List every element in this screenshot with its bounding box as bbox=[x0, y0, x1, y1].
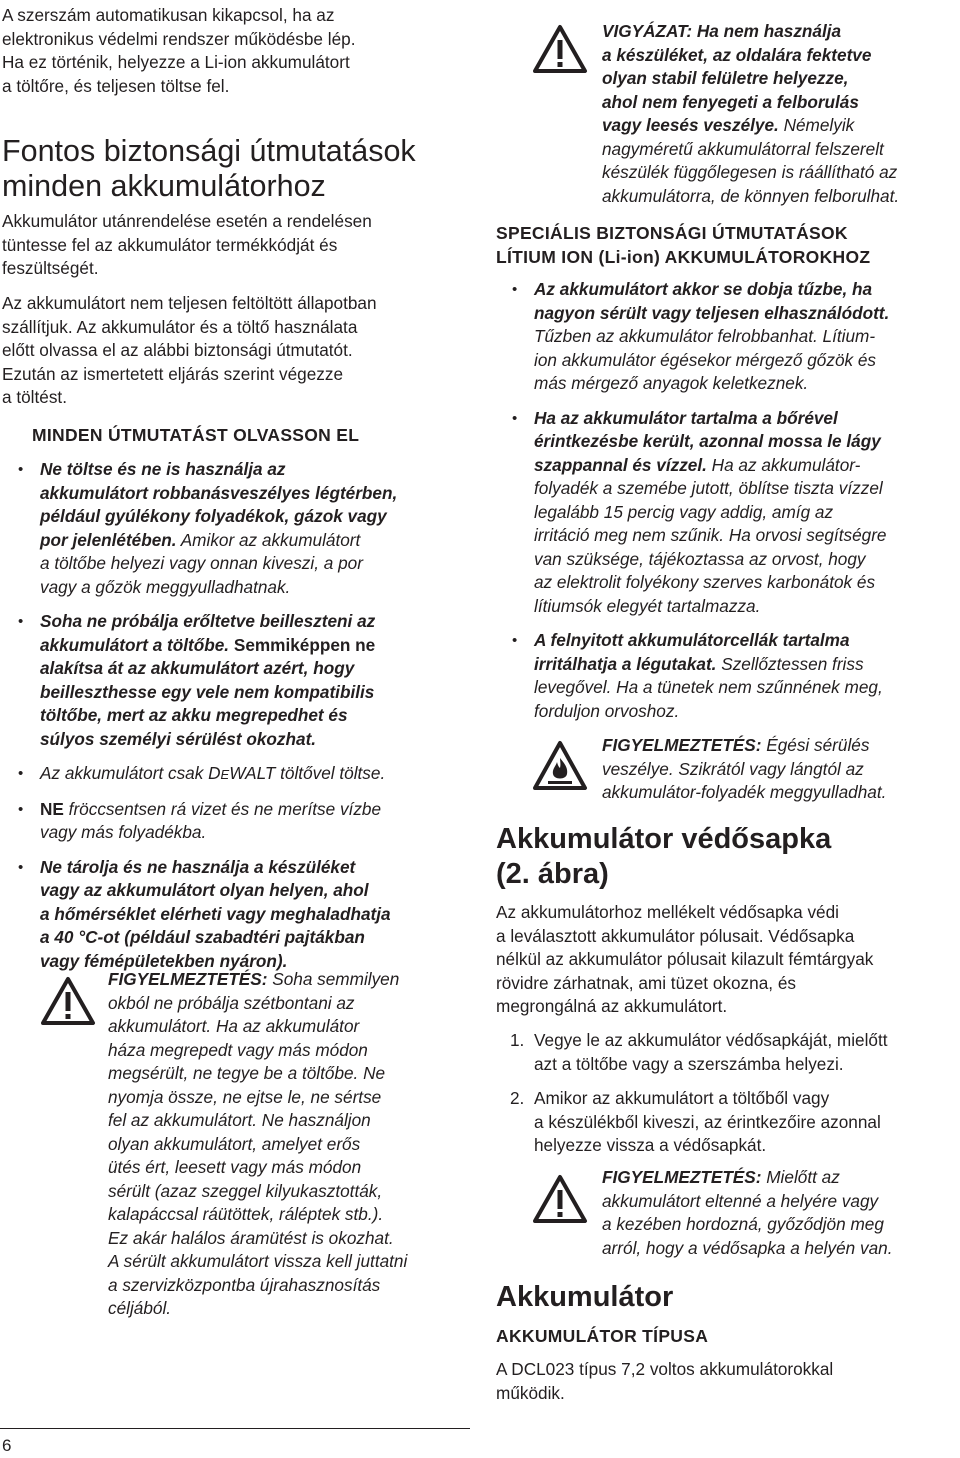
bullet-icon: • bbox=[18, 461, 24, 478]
battery-type-heading: AKKUMULÁTOR TÍPUSA bbox=[496, 1326, 709, 1346]
list-item: • Ha az akkumulátor tartalma a bőrével érintkezésbe került, azonnal mossa le lágy szappannal és vízzel. Ha az akkumulátor- folyadék a szemébe jutott, öblítse tiszta vízzel legalább 15 percig vagy addig, amíg az irritáció meg nem szűnik. Ha orvosi segítségre van szüksége, tájékoztassa az orvost, hogy az elektrolit folyékony szerves karbonátok és lítiumsók elegyét tartalmazza. bbox=[512, 407, 887, 616]
bullet-icon: • bbox=[512, 281, 518, 298]
list-item: • Az akkumulátort csak DEWALT töltővel töltse. bbox=[40, 762, 470, 787]
li-ion-list bbox=[512, 278, 954, 723]
cap-steps bbox=[494, 1029, 954, 1158]
cap-paragraph: Az akkumulátorhoz mellékelt védősapka védi a leválasztott akkumulátor pólusait. Védősapka nélkül az akkumulátor pólusait kilazult fémtárgyak rövidre zárhatnak, ami tüzet okozna, és megrongálná az akkumulátort. bbox=[496, 902, 874, 1016]
list-item: • A felnyitott akkumulátorcellák tartalma irritálhatja a légutakat. Szellőztessen friss levegővel. Ha a tünetek nem szűnnének meg, forduljon orvoshoz. bbox=[512, 630, 883, 721]
fire-warning-icon bbox=[532, 740, 588, 792]
warning-triangle-icon bbox=[40, 976, 96, 1026]
bullet-icon: • bbox=[18, 613, 24, 630]
battery-type-paragraph: A DCL023 típus 7,2 voltos akkumulátorokkal működik. bbox=[496, 1359, 834, 1403]
warning-triangle-icon bbox=[532, 24, 588, 74]
shipping-paragraph: Az akkumulátort nem teljesen feltöltött állapotban szállítjuk. Az akkumulátor és a töltő használata előtt olvassa el az alábbi biztonsági útmutatót. Ezután az ismertetett eljárás szerint végezze a töltést. bbox=[2, 293, 377, 407]
bullet-icon: • bbox=[512, 632, 518, 649]
read-all-heading: MINDEN ÚTMUTATÁST OLVASSON EL bbox=[32, 425, 360, 445]
list-item: 1. Vegye le az akkumulátor védősapkáját, mielőtt azt a töltőbe vagy a szerszámba helyezi. bbox=[510, 1030, 888, 1074]
list-item: 2. Amikor az akkumulátort a töltőből vagy a készülékből kiveszi, az érintkezőire azonnal helyezze vissza a védősapkát. bbox=[510, 1088, 881, 1155]
section-heading: Fontos biztonsági útmutatások minden akkumulátorhoz bbox=[2, 134, 416, 203]
special-safety-heading: SPECIÁLIS BIZTONSÁGI ÚTMUTATÁSOK LÍTIUM ION (Li-ion) AKKUMULÁTOROKHOZ bbox=[496, 223, 871, 267]
footer-divider bbox=[0, 1428, 470, 1429]
list-item: • Ne töltse és ne is használja az akkumulátort robbanásveszélyes légtérben, például gyúlékony folyadékok, gázok vagy por jelenlétében. Amikor az akkumulátort a töltőbe helyezi vagy onnan kiveszi, a por vagy a gőzök meggyulladhatnak. bbox=[18, 459, 398, 597]
list-item: • Soha ne próbálja erőltetve beilleszteni az akkumulátort a töltőbe. Semmiképpen ne alakítsa át az akkumulátort azért, hogy beilleszthesse egy vele nem kompatibilis töltőbe, mert az akku megrepedhet és súlyos személyi sérülést okozhat. bbox=[18, 611, 376, 749]
bullet-icon: • bbox=[512, 409, 518, 427]
page-number: 6 bbox=[2, 1436, 12, 1455]
list-item: • NE fröccsentsen rá vizet és ne merítse vízbe vagy más folyadékba. bbox=[18, 798, 382, 842]
disassembly-warning: FIGYELMEZTETÉS: Soha semmilyen okból ne próbálja szétbontani az akkumulátort. Ha az akkumulátor háza megrepedt vagy más módon megsérült, ne tegye be a töltőbe. Ne nyomja össze, ne ejtse le, ne sértse fel az akkumulátort. Ne használjon olyan akkumulátort, amelyet erős ütés ért, leesett vagy más módon sérült (azaz szeggel kilyukasztották, kalapáccsal ráütöttek, ráléptek stb.). Ez akár halálos áramütést is okozhat. A sérült akkumulátort vissza kell juttatni a szervizközpontba újrahasznosítás céljából. bbox=[40, 968, 470, 1321]
bullet-icon: • bbox=[18, 765, 24, 782]
safety-list bbox=[18, 458, 470, 973]
cap-heading: Akkumulátor védősapka (2. ábra) bbox=[496, 823, 832, 890]
reorder-paragraph: Akkumulátor utánrendelése esetén a rendelésen tüntesse fel az akkumulátor termékkódját és feszültségét. bbox=[2, 211, 372, 278]
battery-heading: Akkumulátor bbox=[496, 1281, 674, 1313]
list-item: • Ne tárolja és ne használja a készüléket vagy az akkumulátort olyan helyen, ahol a hőmérséklet elérheti vagy meghaladhatja a 40 °C-ot (például szabadtéri pajtákban vagy fémépületekben nyáron). bbox=[18, 856, 391, 971]
fire-warning: FIGYELMEZTETÉS: Égési sérülés veszélye. Szikrától vagy lángtól az akkumulátor-folyadék meggyulladhat. bbox=[532, 734, 960, 805]
intro-paragraph: A szerszám automatikusan kikapcsol, ha az elektronikus védelmi rendszer működésbe lép. Ha ez történik, helyezze a Li-ion akkumulátort a töltőre, és teljesen töltse fel. bbox=[2, 5, 356, 96]
bullet-icon: • bbox=[18, 858, 24, 876]
cap-warning: FIGYELMEZTETÉS: Mielőtt az akkumulátort eltenné a helyére vagy a kezében hordozná, győződjön meg arról, hogy a védősapka a helyén van. bbox=[532, 1166, 960, 1260]
caution-block: VIGYÁZAT: Ha nem használja a készüléket, az oldalára fektetve olyan stabil felületre helyezze, ahol nem fenyegeti a felborulás vagy leesés veszélye. Némelyik nagyméretű akkumulátorral felszerelt készülék függőlegesen is ráállítható az akkumulátorra, de könnyen felborulhat. bbox=[532, 20, 960, 208]
warning-triangle-icon bbox=[532, 1174, 588, 1224]
bullet-icon: • bbox=[18, 800, 24, 818]
list-item: • Az akkumulátort akkor se dobja tűzbe, ha nagyon sérült vagy teljesen elhasználódott. Tűzben az akkumulátor felrobbanhat. Lítium- ion akkumulátor égésekor mérgező gőzök és más mérgező anyagok keletkeznek. bbox=[512, 279, 890, 393]
